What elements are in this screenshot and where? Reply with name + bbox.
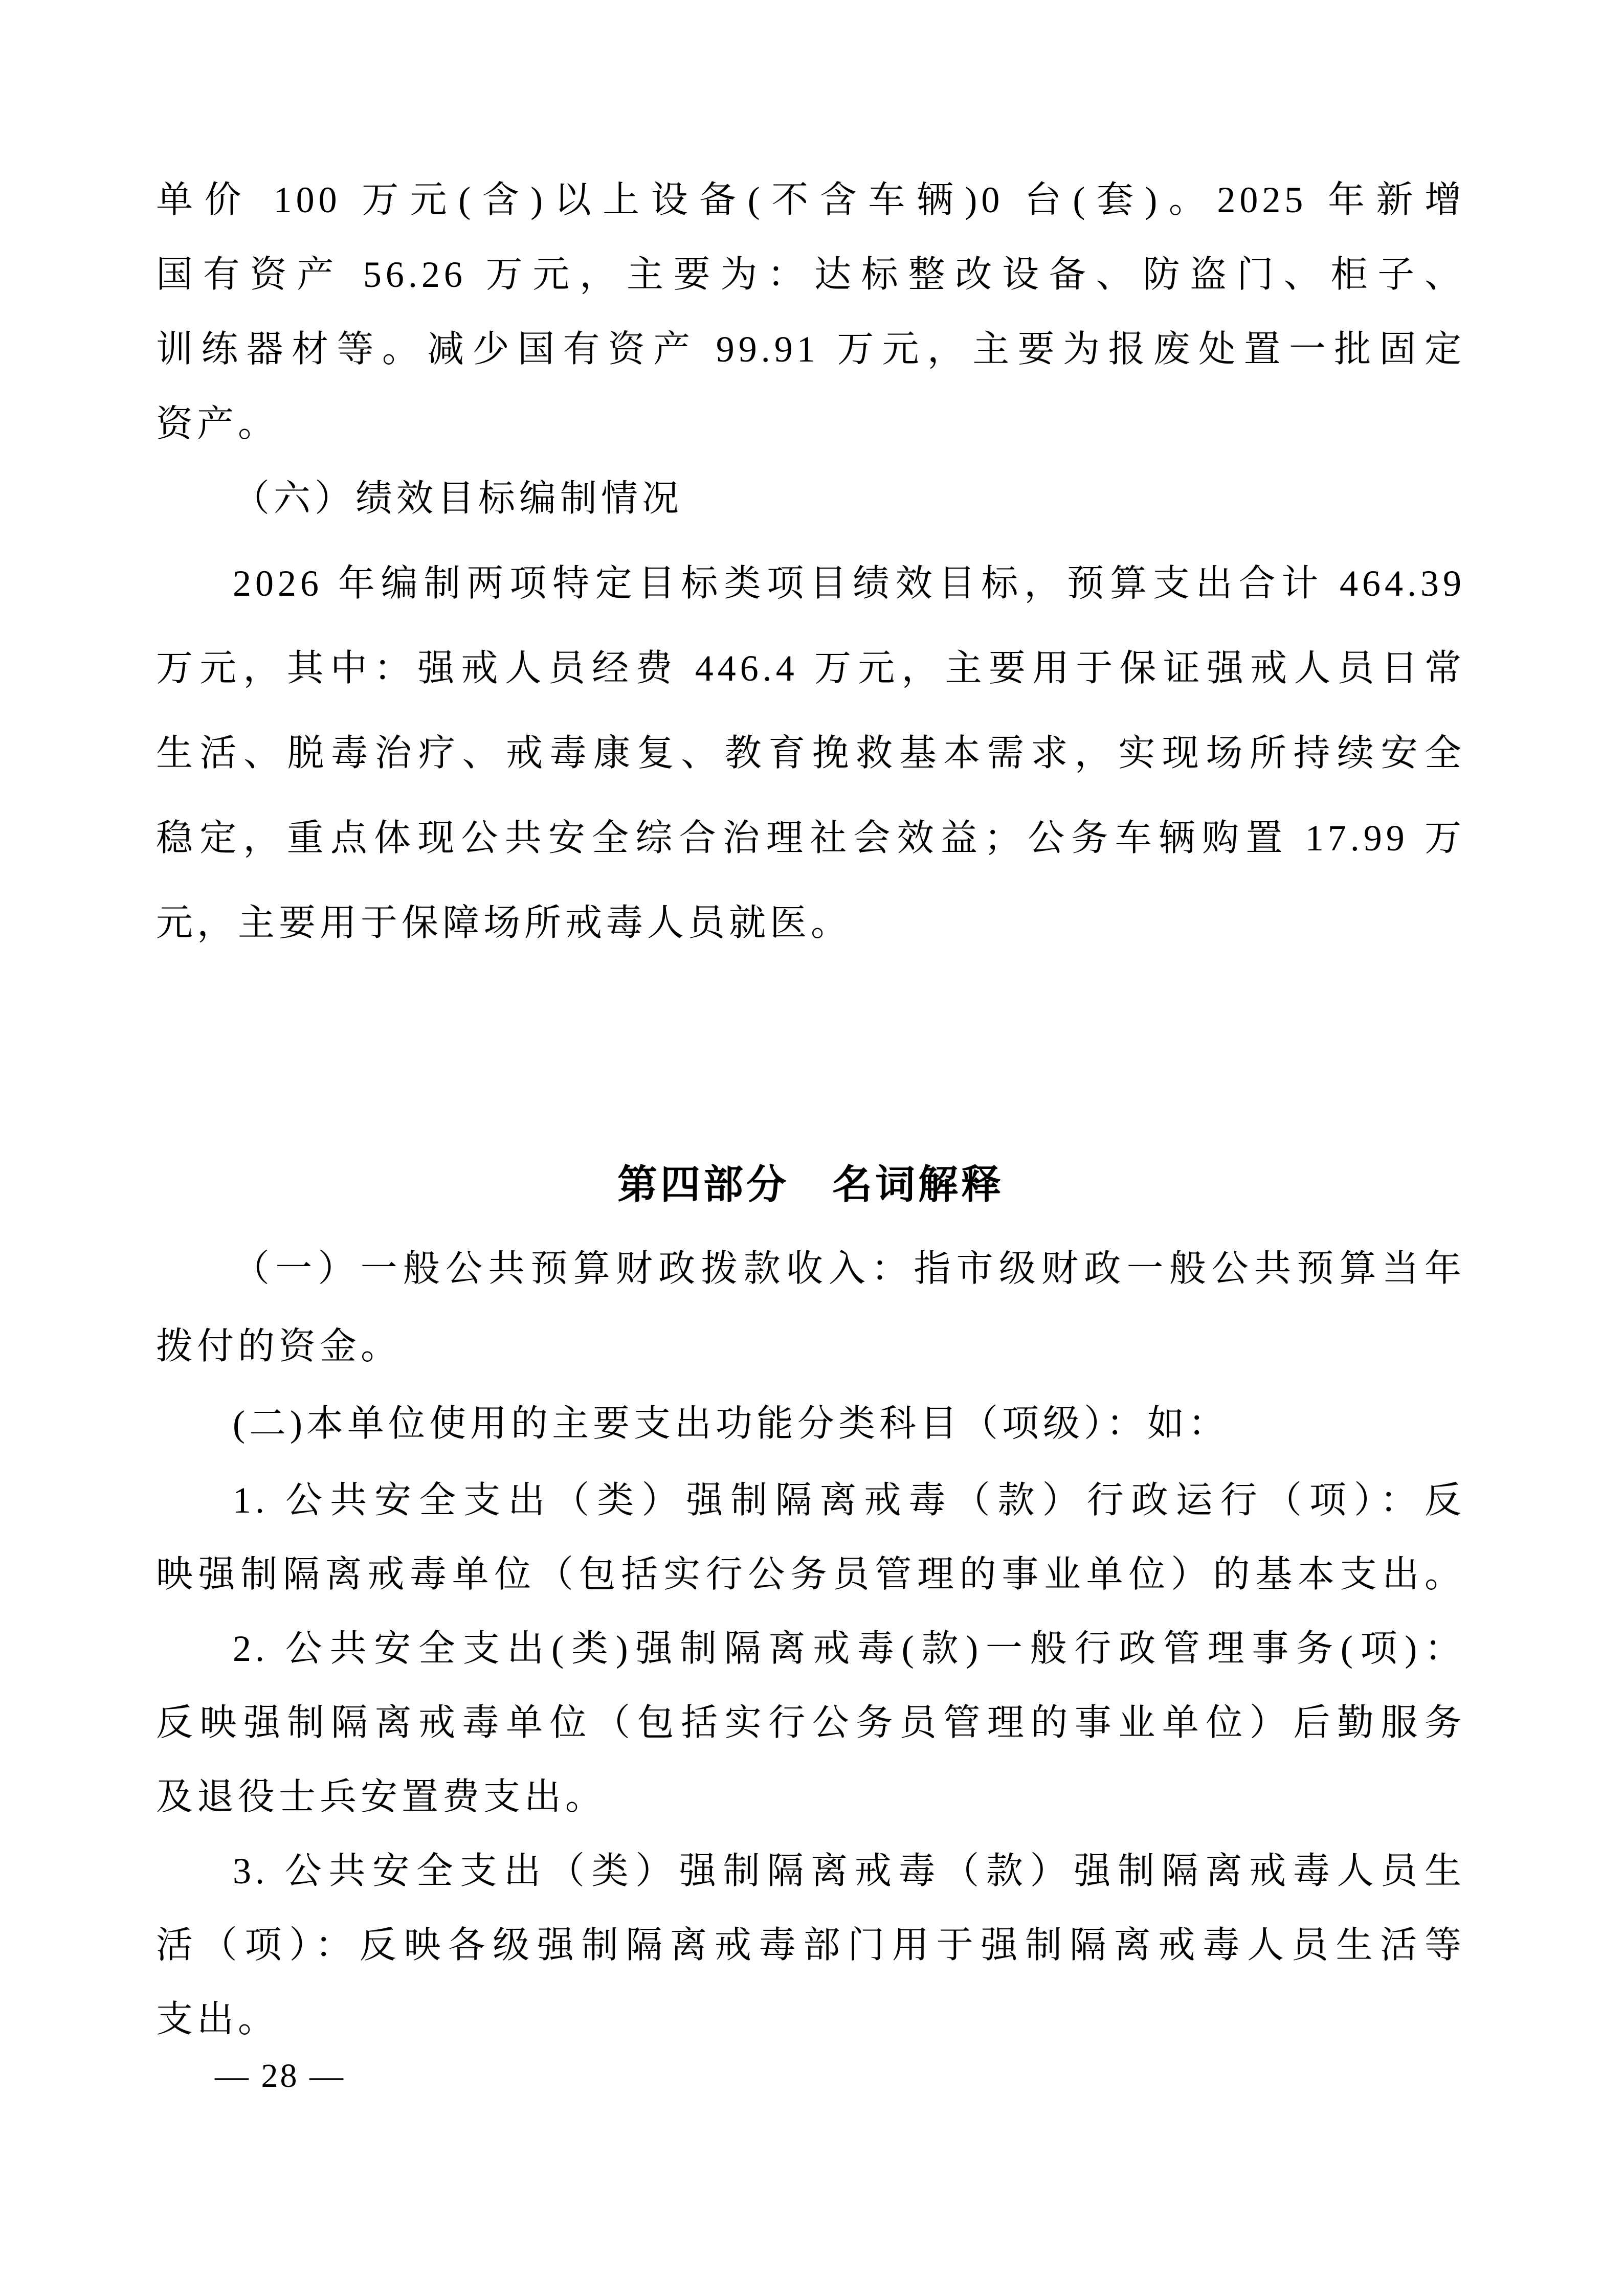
text-line: 映强制隔离戒毒单位（包括实行公务员管理的事业单位）的基本支出。 [156,1554,1465,1595]
text-line: 1. 公共安全支出（类）强制隔离戒毒（款）行政运行（项）：反 [233,1480,1465,1521]
section-heading: 第四部分 名词解释 [617,1162,1004,1207]
text-line: 生活、脱毒治疗、戒毒康复、教育挽救基本需求，实现场所持续安全 [156,733,1465,774]
paragraph-definition-2 [156,1385,1465,1462]
text-line: 单价 100 万元(含)以上设备(不含车辆)0 台(套)。2025 年新增 [156,179,1465,220]
text-line: 万元，其中：强戒人员经费 446.4 万元，主要用于保证强戒人员日常 [156,648,1465,689]
text-line: 反映强制隔离戒毒单位（包括实行公务员管理的事业单位）后勤服务 [156,1702,1465,1743]
text-line: （一）一般公共预算财政拨款收入：指市级财政一般公共预算当年 [233,1248,1465,1289]
paragraph-definition-2-item-2 [156,1612,1465,1834]
text-line: 稳定，重点体现公共安全综合治理社会效益；公务车辆购置 17.99 万 [156,818,1465,859]
text-line: 支出。 [156,1999,279,2040]
text-line: 3. 公共安全支出（类）强制隔离戒毒（款）强制隔离戒毒人员生 [233,1851,1465,1892]
text-line: 国有资产 56.26 万元，主要为：达标整改设备、防盗门、柜子、 [156,254,1465,295]
text-line: 活（项）：反映各级强制隔离戒毒部门用于强制隔离戒毒人员生活等 [156,1925,1465,1966]
text-line: 2026 年编制两项特定目标类项目绩效目标，预算支出合计 464.39 [233,563,1465,604]
paragraph-performance-targets [156,541,1465,965]
text-line: 资产。 [156,403,279,444]
text-line: 拨付的资金。 [156,1326,402,1367]
paragraph-definition-1 [156,1230,1465,1385]
page-number: — 28 — [215,2057,345,2095]
paragraph-fixed-assets [156,163,1465,461]
text-line: 训练器材等。减少国有资产 99.91 万元，主要为报废处置一批固定 [156,329,1465,370]
text-line: 及退役士兵安置费支出。 [156,1776,607,1817]
paragraph-definition-2-item-3 [156,1834,1465,2057]
paragraph-performance-subheading [156,461,1465,536]
text-line: (二)本单位使用的主要支出功能分类科目（项级）：如： [233,1403,1229,1444]
text-line: 元，主要用于保障场所戒毒人员就医。 [156,903,852,943]
paragraph-definition-2-item-1 [156,1464,1465,1612]
text-line: 2. 公共安全支出(类)强制隔离戒毒(款)一般行政管理事务(项)： [233,1628,1465,1669]
text-line: （六）绩效目标编制情况 [233,478,683,519]
